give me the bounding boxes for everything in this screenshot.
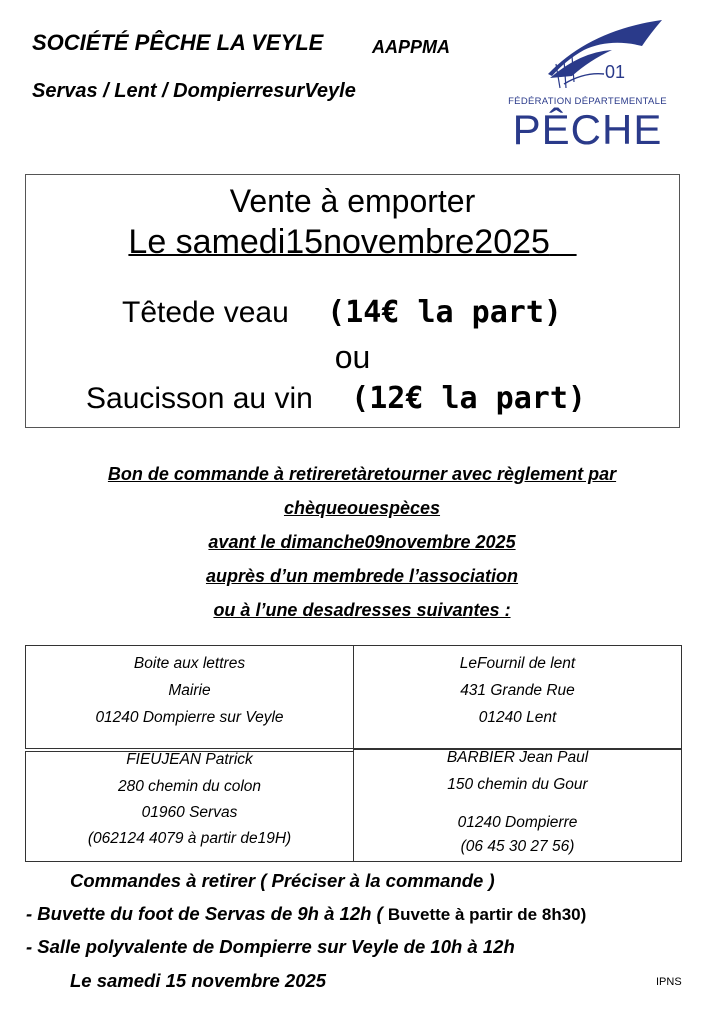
or-separator: ou [334, 339, 371, 375]
item-tete-de-veau [122, 295, 724, 330]
pickup-line-1: - Buvette du foot de Servas de 9h à 12h ( Buvette à partir de 8h30) [26, 903, 587, 924]
towns-subtitle: Servas / Lent / DompierresurVeyle [32, 80, 356, 102]
item-name: Têtede veau [122, 296, 289, 329]
logo-peche-text: PÊCHE [512, 106, 663, 153]
item-name: Saucisson au vin [86, 382, 313, 415]
sale-heading: Vente à emporter [229, 183, 476, 219]
order-line-1: Bon de commande à retireretàretourner avec règlement par [107, 464, 617, 484]
order-line-4: auprès d’un membrede l’association [205, 566, 519, 586]
pickup-date: Le samedi 15 novembre 2025 [70, 970, 327, 991]
pickup-line-2: - Salle polyvalente de Dompierre sur Veyle de 10h à 12h [26, 936, 515, 957]
order-line-5: ou à l’une desadresses suivantes : [213, 600, 511, 620]
item-price: (12€ la part) [351, 381, 586, 416]
sale-date: Le samedi15novembre2025 [128, 223, 550, 261]
address-cell: BARBIER Jean Paul 150 chemin du Gour 01240 Dompierre (06 45 30 27 56) [353, 749, 682, 862]
address-table [25, 645, 682, 862]
association-title: SOCIÉTÉ PÊCHE LA VEYLE [32, 30, 324, 55]
order-line-2: chèqueouespèces [283, 498, 441, 518]
pickup-title: Commandes à retirer ( Préciser à la commande ) [70, 870, 495, 891]
order-line-3: avant le dimanche09novembre 2025 [208, 532, 516, 552]
aappma-label: AAPPMA [372, 37, 451, 57]
item-saucisson [86, 381, 724, 416]
sale-announcement-box [25, 174, 680, 428]
address-cell: FIEUJEAN Patrick 280 chemin du colon 01960 Servas (062124 4079 à partir de19H) [25, 751, 354, 862]
ipns-mention: IPNS [656, 976, 682, 988]
address-cell: Boite aux lettres Mairie 01240 Dompierre sur Veyle [25, 645, 354, 749]
item-price: (14€ la part) [327, 295, 562, 330]
logo-federation-text: FÉDÉRATION DÉPARTEMENTALE [508, 96, 667, 107]
logo-department-number: 01 [605, 62, 626, 82]
address-cell: LeFournil de lent 431 Grande Rue 01240 Lent [353, 645, 682, 749]
